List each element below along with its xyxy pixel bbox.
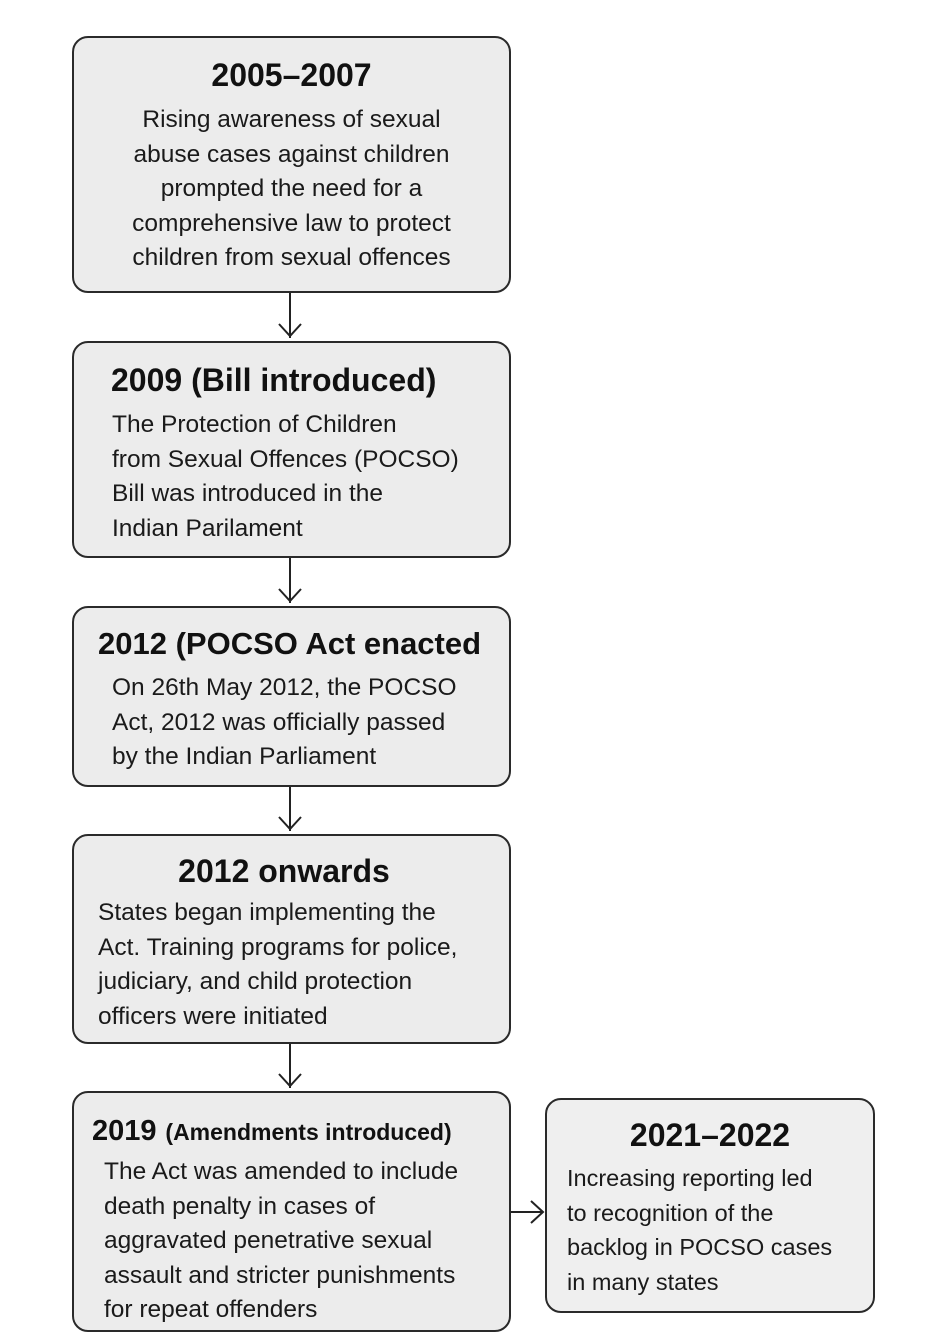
text-line: Rising awareness of sexual: [142, 106, 441, 133]
text-line: aggravated penetrative sexual: [104, 1227, 433, 1254]
event-title: 2012 (POCSO Act enacted: [98, 626, 482, 661]
text-line: backlog in POCSO cases: [567, 1234, 833, 1260]
event-year: 2019: [92, 1115, 157, 1147]
event-description: [112, 408, 459, 546]
event-title: 2021–2022: [629, 1117, 791, 1153]
text-line: to recognition of the: [567, 1199, 774, 1226]
text-line: death penalty in cases of: [104, 1192, 376, 1220]
text-line: assault and stricter punishments: [104, 1261, 456, 1289]
event-title: 2012 onwards: [178, 853, 390, 889]
text-line: prompted the need for a: [160, 175, 423, 202]
text-line: Act, 2012 was officially passed: [112, 708, 446, 736]
event-description: [104, 1155, 458, 1328]
text-line: States began implementing the: [98, 899, 436, 926]
event-description: [567, 1161, 832, 1299]
text-line: children from sexual offences: [132, 244, 451, 271]
text-line: comprehensive law to protect: [132, 209, 451, 237]
arrow-5-to-6: [510, 1201, 543, 1223]
text-line: officers were initiated: [98, 1002, 328, 1030]
text-line: On 26th May 2012, the POCSO: [112, 674, 457, 701]
event-title: [92, 1113, 452, 1146]
event-description: [98, 896, 458, 1034]
arrow-2-to-3: [279, 557, 301, 603]
text-line: The Protection of Children: [112, 411, 397, 438]
text-line: judiciary, and child protection: [98, 968, 413, 995]
text-line: from Sexual Offences (POCSO): [112, 445, 459, 473]
arrow-1-to-2: [279, 292, 301, 338]
event-subtitle: (Amendments introduced): [165, 1119, 452, 1145]
text-line: by the Indian Parliament: [112, 743, 377, 770]
arrow-3-to-4: [279, 786, 301, 831]
event-title: 2009 (Bill introduced): [111, 362, 437, 398]
event-description: [112, 671, 457, 775]
text-line: in many states: [567, 1268, 719, 1295]
text-line: Increasing reporting led: [567, 1165, 813, 1191]
arrow-4-to-5: [279, 1043, 301, 1088]
text-line: abuse cases against children: [133, 140, 450, 168]
event-title: 2005–2007: [211, 57, 372, 93]
text-line: Bill was introduced in the: [112, 480, 384, 507]
event-description: [72, 103, 511, 276]
text-line: Act. Training programs for police,: [98, 933, 458, 961]
text-line: Indian Parilament: [112, 514, 303, 542]
text-line: for repeat offenders: [104, 1296, 318, 1323]
text-line: The Act was amended to include: [104, 1158, 459, 1185]
